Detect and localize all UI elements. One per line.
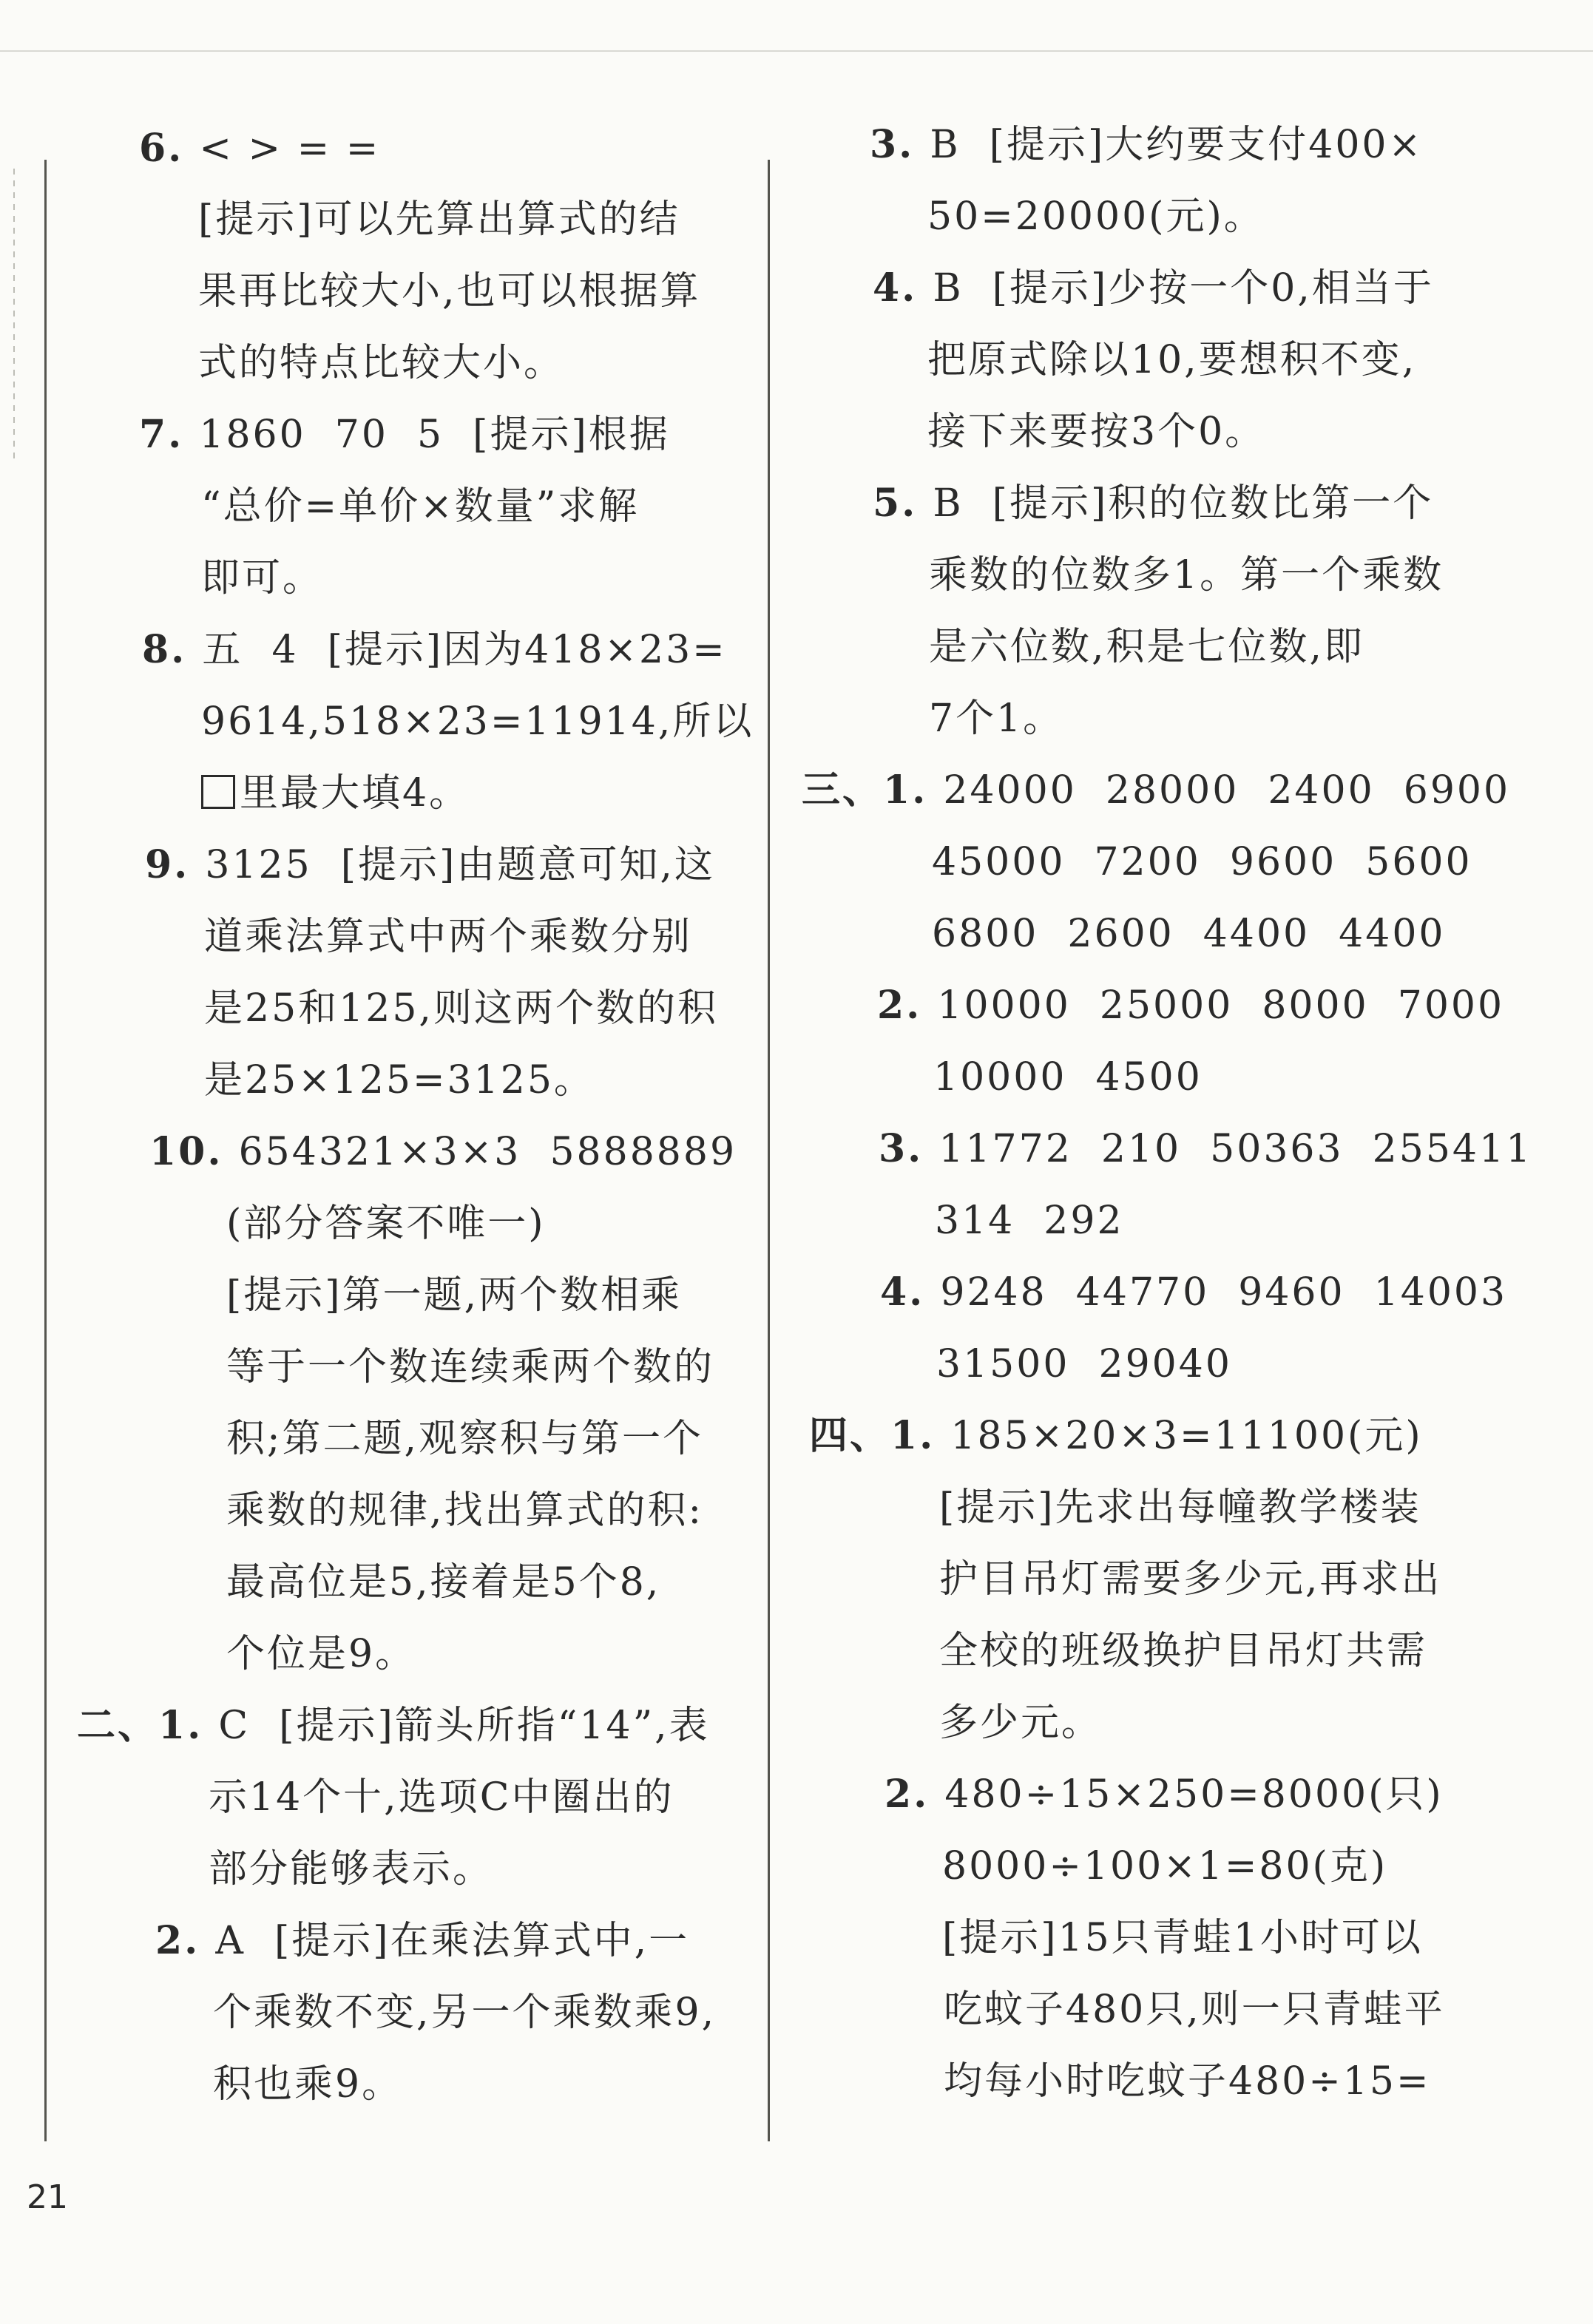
- answer-text: (部分答案不唯一): [226, 1202, 546, 1246]
- answer-text: 道乘法算式中两个乘数分别: [204, 915, 693, 959]
- answer-text: 乘数的规律,找出算式的积:: [226, 1488, 704, 1533]
- answer-line: [939, 1471, 1421, 1544]
- answer-text: 多少元。: [939, 1701, 1103, 1745]
- answer-text: 护目吊灯需要多少元,再求出: [939, 1557, 1442, 1602]
- answer-line: [929, 539, 1444, 612]
- answer-text: 31500 29040: [936, 1342, 1232, 1386]
- answer-line: [155, 1905, 689, 1977]
- answer-line: [944, 2045, 1431, 2118]
- answer-line: [145, 829, 715, 901]
- left-margin-rule: [44, 160, 47, 2141]
- answer-line: [201, 542, 323, 614]
- answer-line: [226, 1546, 660, 1619]
- column-divider: [768, 160, 770, 2141]
- answer-line: [939, 1543, 1442, 1616]
- answer-text: 11772 210 50363 255411: [938, 1127, 1533, 1171]
- item-number: 7.: [139, 412, 200, 457]
- answer-text: 五 4 [提示]因为418×23=: [202, 628, 727, 672]
- answer-text: 全校的班级换护目吊灯共需: [939, 1629, 1428, 1673]
- answer-text: [提示]第一题,两个数相乘: [226, 1273, 683, 1318]
- answer-line: [932, 898, 1446, 970]
- answer-text: 接下来要按3个0。: [927, 410, 1266, 454]
- answer-text: 个乘数不变,另一个乘数乘9,: [213, 1991, 717, 2035]
- answer-line: [944, 1974, 1445, 2046]
- answer-text: B [提示]大约要支付400×: [930, 123, 1424, 167]
- answer-line: [142, 614, 727, 686]
- answer-line: [201, 685, 754, 758]
- answer-line: [201, 470, 639, 543]
- answer-text: 是六位数,积是七位数,即: [929, 625, 1365, 669]
- answer-text: A [提示]在乘法算式中,一: [215, 1919, 690, 1963]
- answer-text: 10000 4500: [933, 1055, 1203, 1100]
- answer-line: [880, 1256, 1507, 1329]
- answer-text: 10000 25000 8000 7000: [937, 983, 1505, 1028]
- answer-text: 6800 2600 4400 4400: [932, 912, 1446, 956]
- answer-line: [204, 972, 718, 1045]
- answer-line: [879, 1113, 1532, 1185]
- answer-line: [198, 327, 564, 399]
- answer-line: [935, 1185, 1124, 1257]
- answer-text: 50=20000(元)。: [927, 194, 1265, 239]
- answer-line: [939, 1687, 1102, 1759]
- item-number: 8.: [142, 627, 203, 672]
- answer-line: [929, 682, 1063, 755]
- item-number: 2.: [877, 983, 938, 1028]
- answer-text: [提示]可以先算出算式的结: [198, 197, 680, 242]
- answer-line: [927, 396, 1265, 468]
- answer-text: 里最大填4。: [240, 771, 470, 816]
- answer-line: [226, 1618, 416, 1690]
- item-number: 四、1.: [809, 1413, 951, 1458]
- answer-line: [877, 969, 1504, 1042]
- answer-line: [209, 1833, 493, 1905]
- answer-line: [149, 1116, 737, 1188]
- answer-line: [226, 1259, 682, 1332]
- item-number: 9.: [145, 842, 206, 887]
- blank-box: [201, 775, 235, 809]
- answer-text: 是25和125,则这两个数的积: [204, 986, 718, 1031]
- item-number: 2.: [155, 1918, 216, 1963]
- answer-line: [139, 112, 380, 185]
- answer-text: 314 292: [935, 1199, 1124, 1243]
- answer-text: 最高位是5,接着是5个8,: [226, 1560, 661, 1605]
- answer-line: [942, 1830, 1387, 1903]
- answer-line: [226, 1188, 546, 1260]
- answer-line: [213, 1976, 716, 2049]
- answer-line: [201, 757, 470, 830]
- top-rule: [0, 50, 1593, 52]
- answer-line: [929, 611, 1364, 683]
- answer-line: [870, 109, 1423, 181]
- answer-line: [939, 1615, 1427, 1687]
- answer-text: 示14个十,选项C中圈出的: [209, 1775, 674, 1820]
- answer-line: [932, 826, 1472, 898]
- item-number: 二、1.: [77, 1703, 219, 1748]
- answer-text: 3125 [提示]由题意可知,这: [205, 843, 715, 887]
- answer-line: [198, 183, 680, 256]
- answer-line: [213, 2048, 402, 2121]
- answer-line: [927, 180, 1265, 253]
- item-number: 2.: [885, 1772, 945, 1817]
- answer-line: [204, 1044, 595, 1117]
- item-number: 6.: [139, 126, 200, 171]
- answer-text: [提示]先求出每幢教学楼装: [939, 1485, 1421, 1530]
- answer-line: [226, 1331, 714, 1403]
- binding-mark: [13, 169, 15, 461]
- answer-text: 是25×125=3125。: [204, 1058, 595, 1102]
- answer-line: [942, 1902, 1423, 1974]
- answer-text: 7个1。: [929, 697, 1064, 741]
- answer-line: [198, 255, 701, 328]
- answer-text: 均每小时吃蚊子480÷15=: [944, 2059, 1431, 2104]
- answer-text: 1860 70 5 [提示]根据: [199, 413, 670, 457]
- item-number: 3.: [870, 122, 930, 167]
- answer-text: 积也乘9。: [213, 2062, 403, 2107]
- answer-line: [77, 1690, 710, 1762]
- answer-line: [885, 1758, 1444, 1831]
- answer-text: 654321×3×3 5888889: [238, 1130, 737, 1174]
- answer-text: 45000 7200 9600 5600: [932, 840, 1472, 884]
- answer-text: 乘数的位数多1。第一个乘数: [929, 553, 1444, 597]
- answer-text: 式的特点比较大小。: [198, 341, 565, 385]
- page-number: 21: [27, 2178, 68, 2216]
- item-number: 4.: [873, 265, 933, 311]
- answer-line: [226, 1474, 703, 1547]
- answer-line: [873, 252, 1434, 325]
- answer-line: [933, 1041, 1203, 1114]
- answer-text: B [提示]少按一个0,相当于: [933, 266, 1434, 311]
- answer-text: 9248 44770 9460 14003: [940, 1270, 1508, 1315]
- answer-line: [936, 1328, 1232, 1400]
- answer-text: 积;第二题,观察积与第一个: [226, 1417, 704, 1461]
- item-number: 5.: [873, 481, 933, 526]
- answer-line: [139, 399, 670, 471]
- answer-text: 等于一个数连续乘两个数的: [226, 1345, 715, 1389]
- answer-text: [提示]15只青蛙1小时可以: [942, 1916, 1423, 1960]
- answer-line: [226, 1403, 703, 1475]
- answer-text: 个位是9。: [226, 1632, 416, 1676]
- item-number: 10.: [149, 1129, 239, 1174]
- item-number: 3.: [879, 1126, 939, 1171]
- answer-text: 把原式除以10,要想积不变,: [927, 338, 1417, 382]
- answer-text: 185×20×3=11100(元): [950, 1414, 1423, 1458]
- item-number: 三、1.: [802, 768, 944, 813]
- answer-text: 480÷15×250=8000(只): [944, 1772, 1444, 1817]
- answer-line: [204, 901, 692, 973]
- answer-line: [873, 467, 1433, 540]
- answer-text: 即可。: [201, 556, 324, 600]
- answer-line: [802, 754, 1510, 827]
- answer-text: 吃蚊子480只,则一只青蛙平: [944, 1988, 1445, 2032]
- answer-line: [927, 324, 1416, 396]
- item-number: 4.: [880, 1270, 941, 1315]
- answer-line: [809, 1400, 1423, 1472]
- answer-text: B [提示]积的位数比第一个: [933, 481, 1434, 526]
- answer-text: 24000 28000 2400 6900: [943, 768, 1511, 813]
- answer-text: < > = =: [199, 126, 381, 171]
- answer-text: 部分能够表示。: [209, 1847, 494, 1891]
- answer-text: “总价=单价×数量”求解: [201, 484, 640, 529]
- answer-line: [209, 1761, 674, 1834]
- answer-text: 9614,518×23=11914,所以: [201, 699, 754, 744]
- answer-text: 8000÷100×1=80(克): [942, 1844, 1388, 1888]
- answer-text: C [提示]箭头所指“14”,表: [218, 1704, 710, 1748]
- answer-text: 果再比较大小,也可以根据算: [198, 269, 701, 314]
